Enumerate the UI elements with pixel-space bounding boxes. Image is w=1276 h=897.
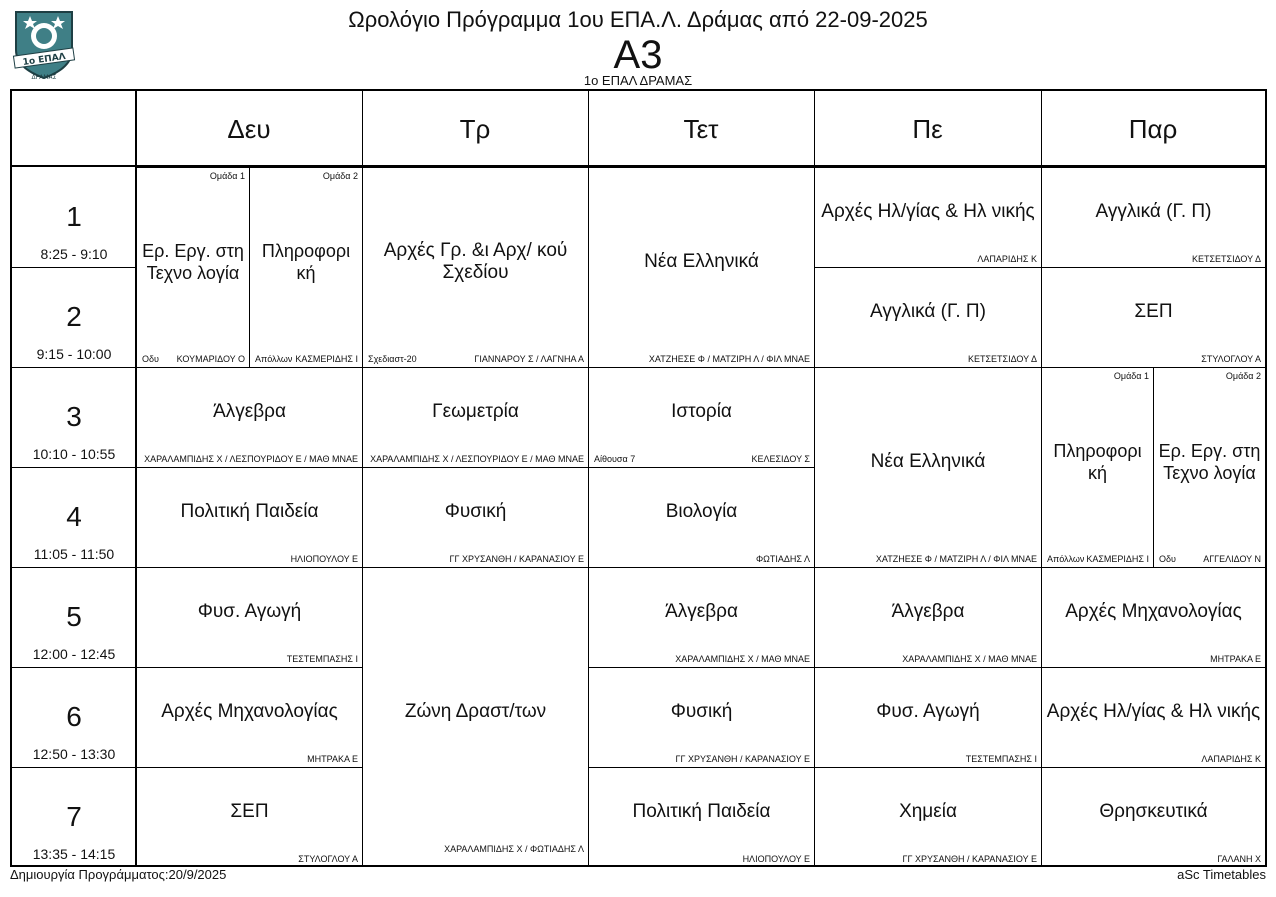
group-label: Ομάδα 2 <box>322 171 358 181</box>
day-header: Πε <box>912 113 943 144</box>
lesson-cell <box>588 567 814 667</box>
teacher-name: ΗΛΙΟΠΟΥΛΟΥ Ε <box>290 554 358 564</box>
group-label: Ομάδα 1 <box>209 171 245 181</box>
lesson-cell <box>814 767 1041 867</box>
period-number: 5 <box>66 601 82 632</box>
teacher-name: ΚΑΣΜΕΡΙΔΗΣ Ι <box>1086 554 1149 564</box>
period-number: 7 <box>66 801 82 832</box>
lesson-cell <box>588 467 814 567</box>
room-name: Σχεδιαστ-20 <box>368 354 417 364</box>
subject-name: Πληροφορι κή <box>261 240 351 283</box>
created-date: Δημιουργία Προγράμματος:20/9/2025 <box>10 867 227 882</box>
teacher-name: ΜΗΤΡΑΚΑ Ε <box>1210 654 1261 664</box>
period-divider <box>12 367 136 368</box>
logo-text: 1ο ΕΠΑΛ <box>22 52 67 68</box>
teacher-name: ΤΕΣΤΕΜΠΑΣΗΣ Ι <box>286 654 358 664</box>
lesson-cell <box>1041 667 1265 767</box>
lesson-cell <box>814 567 1041 667</box>
teacher-name: ΧΑΡΑΛΑΜΠΙΔΗΣ Χ / ΛΕΣΠΟΥΡΙΔΟΥ Ε / ΜΑΘ ΜΝΑΕ <box>144 454 358 464</box>
teacher-name: ΧΑΡΑΛΑΜΠΙΔΗΣ Χ / ΜΑΘ ΜΝΑΕ <box>675 654 810 664</box>
room-name: Απόλλων <box>255 354 293 364</box>
lesson-cell <box>814 667 1041 767</box>
subject-name: ΣΕΠ <box>230 800 269 822</box>
teacher-name: ΑΓΓΕΛΙΔΟΥ Ν <box>1203 554 1261 564</box>
teacher-name: ΧΑΡΑΛΑΜΠΙΔΗΣ Χ / ΛΕΣΠΟΥΡΙΔΟΥ Ε / ΜΑΘ ΜΝΑΕ <box>370 454 584 464</box>
lesson-cell <box>1041 367 1153 567</box>
day-header: Παρ <box>1128 113 1178 144</box>
school-name: 1ο ΕΠΑΛ ΔΡΑΜΑΣ <box>583 73 693 88</box>
lesson-cell <box>1041 567 1265 667</box>
period-time: 13:35 - 14:15 <box>32 846 116 862</box>
lesson-cell <box>136 467 362 567</box>
lesson-cell <box>362 367 588 467</box>
room-name: Αίθουσα 7 <box>594 454 636 464</box>
teacher-name: ΚΑΣΜΕΡΙΔΗΣ Ι <box>295 354 358 364</box>
lesson-cell <box>814 267 1041 367</box>
lesson-cell <box>362 467 588 567</box>
period-divider <box>12 767 136 768</box>
software-credit: aSc Timetables <box>1177 867 1266 882</box>
subject-name: Άλγεβρα <box>213 400 286 422</box>
class-name: Α3 <box>613 33 663 77</box>
period-time: 11:05 - 11:50 <box>33 546 115 562</box>
lesson-cell <box>362 167 588 367</box>
subject-name: Νέα Ελληνικά <box>870 450 986 472</box>
lesson-cell <box>1153 367 1265 567</box>
subject-name: Άλγεβρα <box>891 600 965 622</box>
subject-name: Χημεία <box>899 800 957 822</box>
teacher-name: ΚΕΤΣΕΤΣΙΔΟΥ Δ <box>1191 254 1261 264</box>
page-title: Ωρολόγιο Πρόγραμμα 1ου ΕΠΑ.Λ. Δράμας από 22-09-2025 <box>348 7 928 32</box>
teacher-name: ΛΑΠΑΡΙΔΗΣ Κ <box>1201 754 1261 764</box>
lesson-cell <box>249 167 362 367</box>
subject-name: Πληροφορι κή <box>1053 440 1142 483</box>
teacher-name: ΧΑΤΖΗΕΣΕ Φ / ΜΑΤΖΙΡΗ Λ / ΦΙΛ ΜΝΑΕ <box>648 354 810 364</box>
teacher-name: ΗΛΙΟΠΟΥΛΟΥ Ε <box>742 854 810 864</box>
lesson-cell <box>588 367 814 467</box>
room-name: Απόλλων <box>1047 554 1085 564</box>
logo-subtext: ΔΡΑΜΑΣ <box>31 74 57 81</box>
subject-name: Γεωμετρία <box>432 400 519 422</box>
period-time: 8:25 - 9:10 <box>40 246 108 262</box>
period-time: 12:00 - 12:45 <box>32 646 116 662</box>
subject-name: Αρχές Ηλ/γίας & Ηλ νικής <box>821 200 1035 222</box>
teacher-name: ΚΕΛΕΣΙΔΟΥ Σ <box>751 454 810 464</box>
subject-name: Αρχές Γρ. &ι Αρχ/ κού Σχεδίου <box>383 239 568 283</box>
teacher-name: ΓΙΑΝΝΑΡΟΥ Σ / ΛΑΓΝΗΑ Α <box>474 354 584 364</box>
teacher-name: ΧΑΡΑΛΑΜΠΙΔΗΣ Χ / ΜΑΘ ΜΝΑΕ <box>902 654 1037 664</box>
lesson-cell <box>362 567 588 867</box>
subject-name: Ιστορία <box>671 400 732 422</box>
lesson-cell <box>136 767 362 867</box>
subject-name: Ερ. Εργ. στη Τεχνο λογία <box>142 240 244 283</box>
period-divider <box>12 567 136 568</box>
teacher-name: ΣΤΥΛΟΓΛΟΥ Α <box>298 854 358 864</box>
period-number: 4 <box>66 501 82 532</box>
period-time: 9:15 - 10:00 <box>36 346 112 362</box>
subject-name: Θρησκευτικά <box>1099 800 1208 822</box>
period-divider <box>12 667 136 668</box>
lesson-cell <box>136 667 362 767</box>
period-time: 12:50 - 13:30 <box>32 746 116 762</box>
teacher-name: ΚΕΤΣΕΤΣΙΔΟΥ Δ <box>967 354 1037 364</box>
subject-name: Αγγλικά (Γ. Π) <box>870 300 986 322</box>
period-divider <box>12 467 136 468</box>
subject-name: Άλγεβρα <box>665 600 738 622</box>
teacher-name: ΓΓ ΧΡΥΣΑΝΘΗ / ΚΑΡΑΝΑΣΙΟΥ Ε <box>449 554 584 564</box>
lesson-cell <box>136 167 249 367</box>
subject-name: Βιολογία <box>665 500 738 522</box>
day-header: Δευ <box>227 113 271 144</box>
subject-name: Αγγλικά (Γ. Π) <box>1095 200 1212 222</box>
teacher-name: ΜΗΤΡΑΚΑ Ε <box>307 754 358 764</box>
room-name: Οδυ <box>1159 554 1176 564</box>
group-label: Ομάδα 1 <box>1113 371 1149 381</box>
group-label: Ομάδα 2 <box>1225 371 1261 381</box>
period-number: 3 <box>66 401 82 432</box>
subject-name: Ζώνη Δραστ/των <box>404 700 547 722</box>
subject-name: ΣΕΠ <box>1134 300 1173 322</box>
lesson-cell <box>1041 767 1265 867</box>
lesson-cell <box>1041 267 1265 367</box>
teacher-name: ΓΓ ΧΡΥΣΑΝΘΗ / ΚΑΡΑΝΑΣΙΟΥ Ε <box>675 754 810 764</box>
subject-name: Φυσ. Αγωγή <box>876 700 980 722</box>
lesson-cell <box>588 667 814 767</box>
period-number: 6 <box>66 701 82 732</box>
teacher-name: ΓΑΛΑΝΗ Χ <box>1217 854 1261 864</box>
lesson-cell <box>588 767 814 867</box>
subject-name: Φυσική <box>444 500 507 522</box>
teacher-name: ΤΕΣΤΕΜΠΑΣΗΣ Ι <box>965 754 1037 764</box>
period-number: 2 <box>66 301 82 332</box>
subject-name: Νέα Ελληνικά <box>644 250 759 272</box>
period-time: 10:10 - 10:55 <box>32 446 116 462</box>
subject-name: Ερ. Εργ. στη Τεχνο λογία <box>1158 440 1261 483</box>
subject-name: Πολιτική Παιδεία <box>180 500 319 522</box>
teacher-name: ΦΩΤΙΑΔΗΣ Λ <box>756 554 810 564</box>
subject-name: Αρχές Μηχανολογίας <box>161 700 338 722</box>
period-divider <box>12 267 136 268</box>
subject-name: Αρχές Μηχανολογίας <box>1065 600 1242 622</box>
subject-name: Πολιτική Παιδεία <box>632 800 771 822</box>
lesson-cell <box>1041 167 1265 267</box>
day-header: Τετ <box>683 113 719 144</box>
lesson-cell <box>136 367 362 467</box>
subject-name: Αρχές Ηλ/γίας & Ηλ νικής <box>1046 700 1261 722</box>
teacher-name: ΚΟΥΜΑΡΙΔΟΥ Ο <box>176 354 245 364</box>
teacher-name: ΧΑΡΑΛΑΜΠΙΔΗΣ Χ / ΦΩΤΙΑΔΗΣ Λ <box>444 844 584 854</box>
lesson-cell <box>814 367 1041 567</box>
teacher-name: ΛΑΠΑΡΙΔΗΣ Κ <box>977 254 1037 264</box>
period-number: 1 <box>66 201 82 232</box>
lesson-cell <box>814 167 1041 267</box>
lesson-cell <box>136 567 362 667</box>
teacher-name: ΣΤΥΛΟΓΛΟΥ Α <box>1201 354 1261 364</box>
subject-name: Φυσική <box>670 700 733 722</box>
timetable-grid <box>10 89 1267 867</box>
day-header: Τρ <box>459 113 491 144</box>
teacher-name: ΓΓ ΧΡΥΣΑΝΘΗ / ΚΑΡΑΝΑΣΙΟΥ Ε <box>902 854 1037 864</box>
teacher-name: ΧΑΤΖΗΕΣΕ Φ / ΜΑΤΖΙΡΗ Λ / ΦΙΛ ΜΝΑΕ <box>875 554 1037 564</box>
subject-name: Φυσ. Αγωγή <box>197 600 302 622</box>
lesson-cell <box>588 167 814 367</box>
room-name: Οδυ <box>142 354 159 364</box>
